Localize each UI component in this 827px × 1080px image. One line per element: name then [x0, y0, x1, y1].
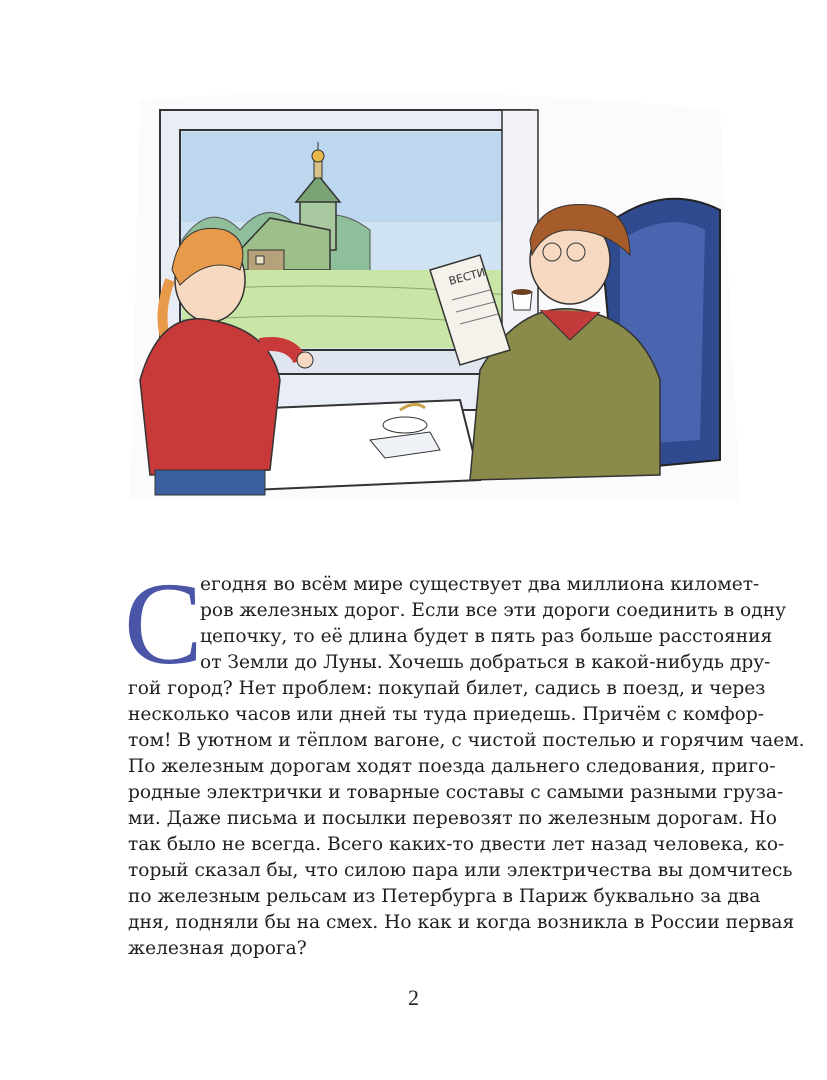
article-line: По железным дорогам ходят поезда дальнего следования, приго- — [128, 756, 776, 777]
article-line: по железным рельсам из Петербурга в Париж буквально за два — [128, 886, 761, 907]
article-line: гой город? Нет проблем: покупай билет, садись в поезд, и через — [128, 678, 766, 699]
article-line: дня, подняли бы на смех. Но как и когда возникла в России первая — [128, 912, 795, 933]
article-line: родные электрички и товарные составы с самыми разными груза- — [128, 782, 784, 803]
article-line: цепочку, то её длина будет в пять раз больше расстояния — [200, 626, 773, 647]
article-line: том! В уютном и тёплом вагоне, с чистой постелью и горячим чаем. — [128, 730, 805, 751]
article-line: от Земли до Луны. Хочешь добраться в какой-нибудь дру- — [200, 652, 771, 673]
article-line: торый сказал бы, что силою пара или электричества вы домчитесь — [128, 860, 793, 881]
page-number: 2 — [408, 985, 419, 1010]
article-line: так было не всегда. Всего каких-то двести лет назад человека, ко- — [128, 834, 785, 855]
article-line: несколько часов или дней ты туда приедешь. Причём с комфор- — [128, 704, 765, 725]
newspaper-title: ВЕСТИ — [447, 265, 487, 288]
train-compartment-illustration — [100, 80, 740, 510]
drop-cap: С — [124, 558, 203, 689]
article-line: железная дорога? — [128, 938, 307, 959]
article-line: егодня во всём мире существует два миллиона километ- — [200, 574, 760, 595]
article-line: ми. Даже письма и посылки перевозят по железным дорогам. Но — [128, 808, 777, 829]
article-line: ров железных дорог. Если все эти дороги соединить в одну — [200, 600, 787, 621]
